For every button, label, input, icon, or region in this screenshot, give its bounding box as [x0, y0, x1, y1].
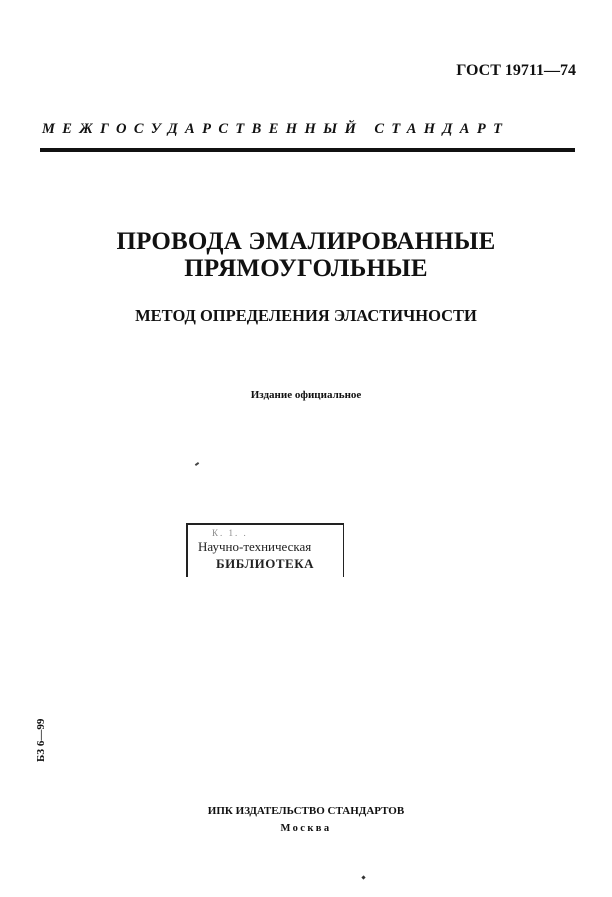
title-line-1: ПРОВОДА ЭМАЛИРОВАННЫЕ: [116, 228, 496, 255]
stamp-line-2: БИБЛИОТЕКА: [216, 556, 315, 571]
title-line-2: ПРЯМОУГОЛЬНЫЕ: [184, 255, 428, 282]
scan-mark: [195, 462, 199, 466]
library-stamp: [186, 523, 344, 577]
gost-number: ГОСТ 19711—74: [456, 62, 576, 79]
header-rule: [40, 148, 575, 152]
stamp-border-right: [343, 525, 345, 577]
edition-note: Издание официальное: [250, 389, 362, 401]
stamp-faint-line: К. 1. .: [212, 528, 248, 538]
document-subtitle: МЕТОД ОПРЕДЕЛЕНИЯ ЭЛАСТИЧНОСТИ: [135, 306, 477, 325]
publisher-name: ИПК ИЗДАТЕЛЬСТВО СТАНДАРТОВ: [207, 805, 405, 817]
standard-type-heading: МЕЖГОСУДАРСТВЕННЫЙ СТАНДАРТ: [42, 121, 510, 137]
document-title: [0, 228, 612, 282]
stamp-border-left: [186, 523, 188, 577]
catalog-code: БЗ 6—99: [35, 718, 47, 762]
scan-mark: [361, 875, 365, 879]
publisher-city: Москва: [280, 823, 332, 834]
stamp-border-top: [186, 523, 344, 525]
stamp-line-1: Научно-техническая: [198, 539, 312, 554]
